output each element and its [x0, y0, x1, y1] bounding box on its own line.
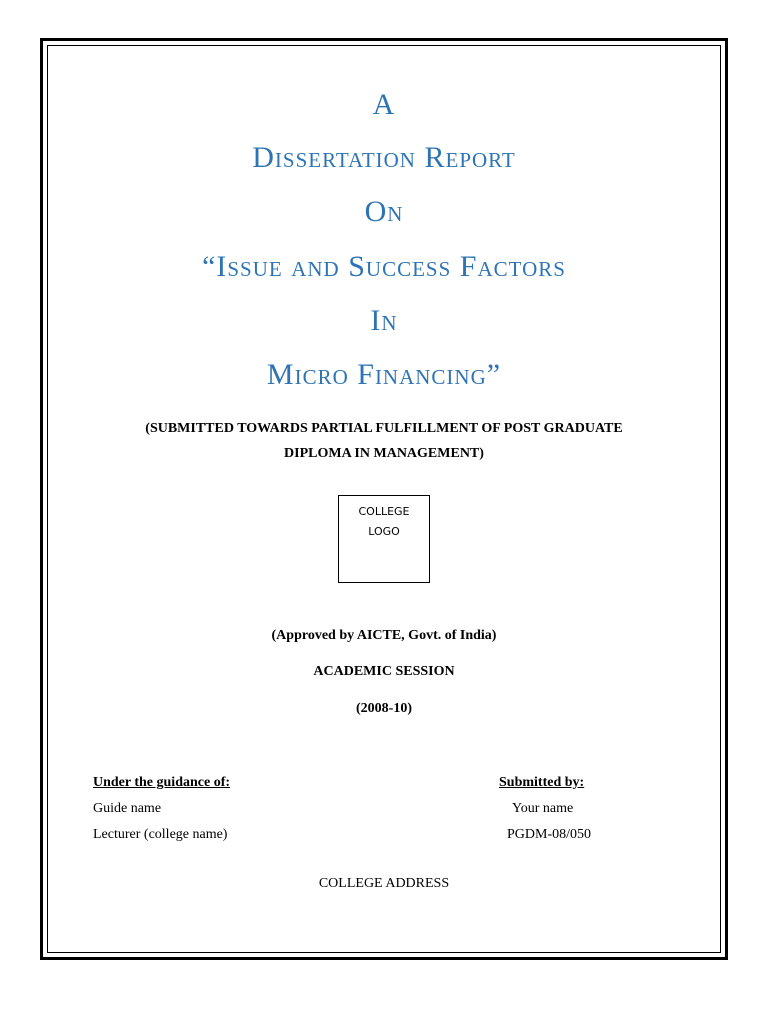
title-line-on: On	[364, 195, 404, 228]
guide-name: Guide name	[93, 801, 162, 816]
submission-note-line2: DIPLOMA IN MANAGEMENT)	[284, 446, 484, 461]
guidance-heading: Under the guidance of:	[93, 775, 231, 790]
college-address: COLLEGE ADDRESS	[318, 876, 450, 891]
submitted-by-heading: Submitted by:	[499, 775, 585, 790]
academic-session-label: ACADEMIC SESSION	[313, 664, 455, 679]
title-line-dissertation-report: Dissertation Report	[252, 141, 516, 174]
guide-designation: Lecturer (college name)	[93, 827, 228, 842]
approval-text: (Approved by AICTE, Govt. of India)	[271, 628, 497, 643]
submission-note-line1: (SUBMITTED TOWARDS PARTIAL FULFILLMENT OF POST GRADUATE	[145, 421, 623, 436]
title-line-in: In	[370, 304, 398, 337]
academic-session-years: (2008-10)	[356, 701, 412, 716]
college-logo-placeholder	[338, 495, 430, 583]
title-line-issue-success: “Issue and Success Factors	[202, 250, 566, 283]
student-roll-number: PGDM-08/050	[507, 827, 592, 842]
logo-text-line1: COLLEGE	[358, 505, 410, 518]
student-name: Your name	[512, 801, 574, 816]
logo-text-line2: LOGO	[368, 525, 400, 538]
title-line-micro-financing: Micro Financing”	[266, 358, 502, 391]
title-line-a: A	[372, 88, 396, 121]
